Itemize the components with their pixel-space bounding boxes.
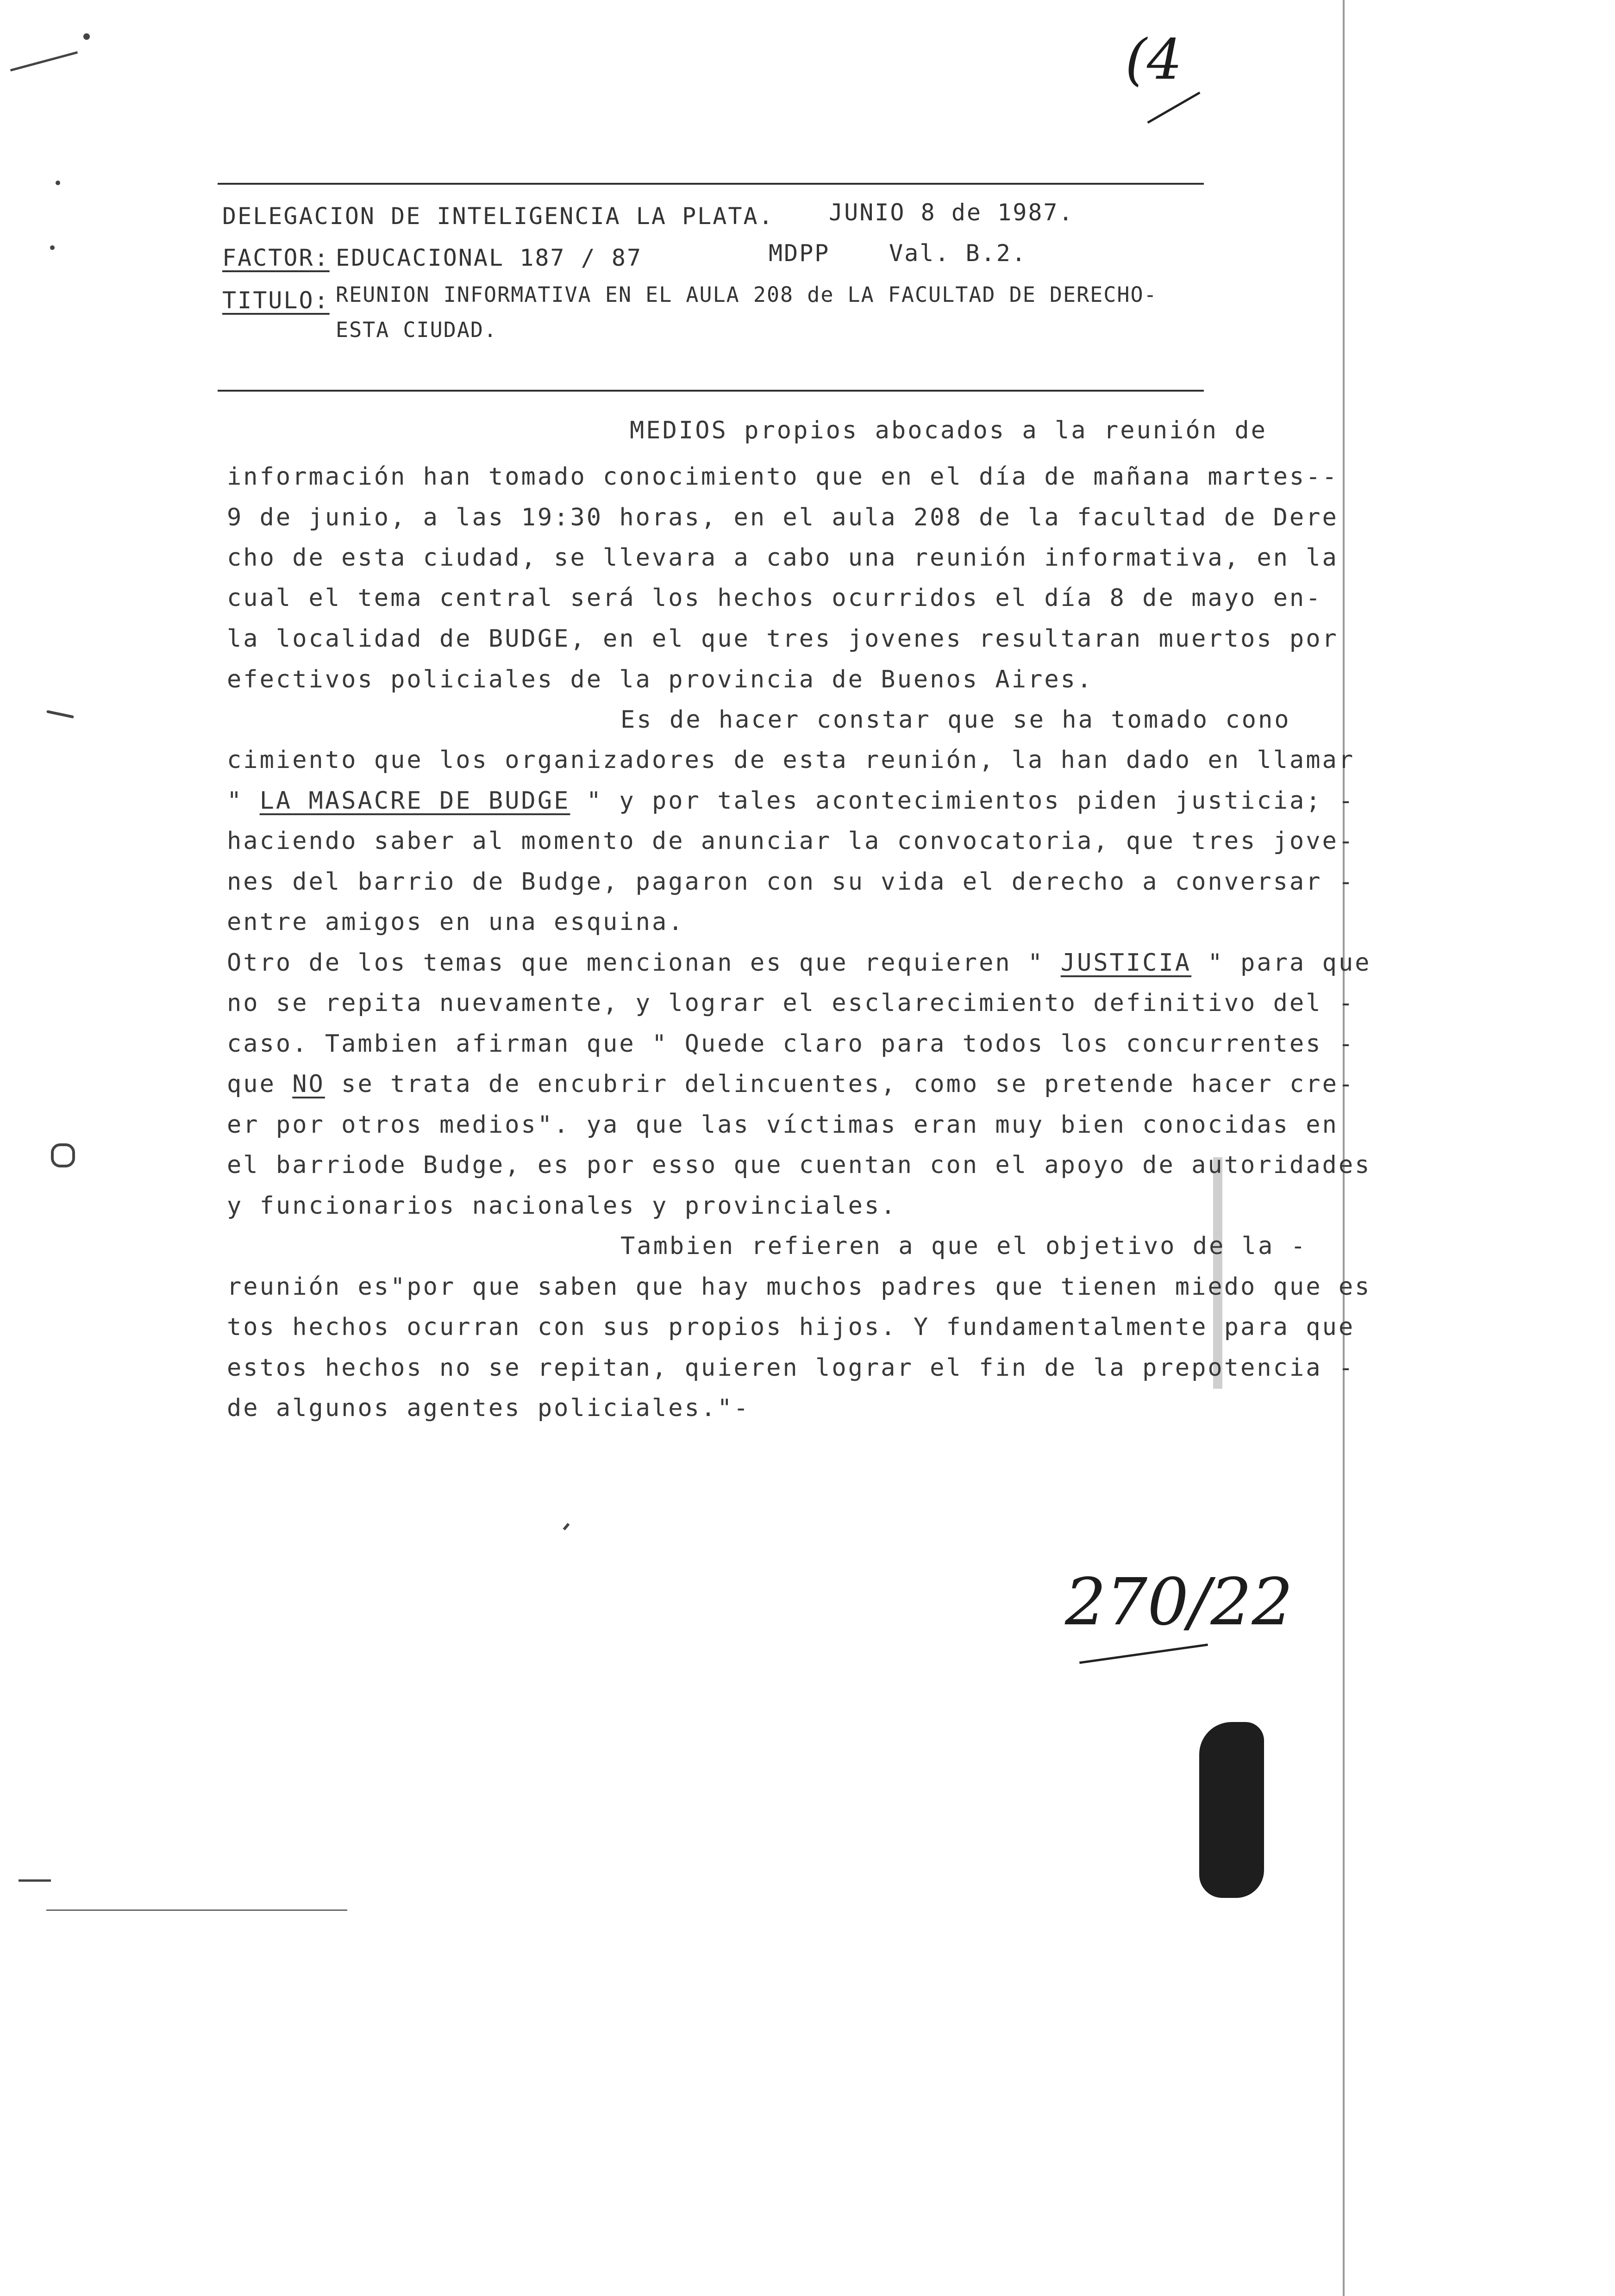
scan-mark bbox=[56, 181, 60, 185]
scan-mark bbox=[46, 710, 74, 718]
scan-mark bbox=[51, 1143, 75, 1167]
text-segment: " para que bbox=[1191, 949, 1371, 977]
body-line: er por otros medios". ya que las víctimas eran muy bien conocidas en bbox=[227, 1111, 1339, 1139]
scan-border bbox=[1343, 0, 1345, 2296]
body-line: nes del barrio de Budge, pagaron con su vida el derecho a conversar - bbox=[227, 868, 1355, 896]
body-line: cho de esta ciudad, se llevara a cabo una reunión informativa, en la bbox=[227, 544, 1339, 572]
mesa-code: MDPP bbox=[769, 240, 830, 267]
titulo-line-1: REUNION INFORMATIVA EN EL AULA 208 de LA FACULTAD DE DERECHO- bbox=[336, 282, 1158, 307]
body-line: MEDIOS propios abocados a la reunión de bbox=[630, 417, 1267, 444]
body-line: cimiento que los organizadores de esta reunión, la han dado en llamar bbox=[227, 746, 1355, 774]
body-line: la localidad de BUDGE, en el que tres jovenes resultaran muertos por bbox=[227, 625, 1339, 653]
body-line: caso. Tambien afirman que " Quede claro para todos los concurrentes - bbox=[227, 1030, 1355, 1058]
body-line: estos hechos no se repitan, quieren lograr el fin de la prepotencia - bbox=[227, 1354, 1355, 1382]
body-line: no se repita nuevamente, y lograr el esclarecimiento definitivo del - bbox=[227, 989, 1355, 1017]
body-line: y funcionarios nacionales y provinciales. bbox=[227, 1192, 897, 1220]
scan-smudge bbox=[1199, 1722, 1264, 1898]
body-line: información han tomado conocimiento que en el día de mañana martes-- bbox=[227, 463, 1339, 491]
handwritten-stroke bbox=[1147, 92, 1200, 124]
body-line: 9 de junio, a las 19:30 horas, en el aula 208 de la facultad de Dere bbox=[227, 504, 1339, 531]
quote-open: " bbox=[227, 787, 260, 815]
header-org: DELEGACION DE INTELIGENCIA LA PLATA. bbox=[222, 203, 774, 230]
body-line: el barriode Budge, es por esso que cuentan con el apoyo de autoridades bbox=[227, 1151, 1371, 1179]
text-segment: que bbox=[227, 1070, 293, 1098]
scan-mark bbox=[19, 1879, 51, 1882]
handwritten-underline bbox=[1079, 1644, 1208, 1664]
text-segment: se trata de encubrir delincuentes, como se pretende hacer cre- bbox=[325, 1070, 1355, 1098]
factor-label: FACTOR: bbox=[222, 244, 330, 271]
scan-mark bbox=[10, 51, 78, 72]
titulo-label: TITULO: bbox=[222, 287, 330, 314]
scan-speck bbox=[563, 1523, 570, 1530]
factor-value: EDUCACIONAL 187 / 87 bbox=[336, 244, 643, 271]
handwritten-folio-number: 270/22 bbox=[1065, 1565, 1293, 1640]
body-line: efectivos policiales de la provincia de Buenos Aires. bbox=[227, 666, 1094, 693]
header-date: JUNIO 8 de 1987. bbox=[829, 199, 1074, 226]
evaluation-code: Val. B.2. bbox=[889, 240, 1027, 267]
body-line-masacre bbox=[227, 787, 1355, 815]
body-line: entre amigos en una esquina. bbox=[227, 908, 685, 936]
body-line: cual el tema central será los hechos ocurridos el día 8 de mayo en- bbox=[227, 584, 1322, 612]
text-segment: Otro de los temas que mencionan es que requieren " bbox=[227, 949, 1061, 977]
body-line: Tambien refieren a que el objetivo de la - bbox=[620, 1232, 1307, 1260]
scan-mark bbox=[46, 1909, 347, 1911]
body-line: haciendo saber al momento de anunciar la convocatoria, que tres jove- bbox=[227, 827, 1355, 855]
body-line: Es de hacer constar que se ha tomado cono bbox=[620, 706, 1291, 734]
body-line: de algunos agentes policiales."- bbox=[227, 1394, 750, 1422]
body-line-justicia bbox=[227, 949, 1371, 977]
titulo-line-2: ESTA CIUDAD. bbox=[336, 318, 498, 342]
header-bottom-rule bbox=[218, 390, 1204, 392]
underlined-phrase: LA MASACRE DE BUDGE bbox=[259, 787, 570, 815]
scan-mark bbox=[50, 245, 55, 250]
scan-mark bbox=[83, 33, 90, 40]
header-top-rule bbox=[218, 183, 1204, 185]
body-line: reunión es"por que saben que hay muchos padres que tienen miedo que es bbox=[227, 1273, 1371, 1301]
quote-close: " y por tales acontecimientos piden justicia; - bbox=[570, 787, 1355, 815]
underlined-word: JUSTICIA bbox=[1060, 949, 1192, 977]
underlined-word: NO bbox=[292, 1070, 325, 1098]
body-line: tos hechos ocurran con sus propios hijos. Y fundamentalmente para que bbox=[227, 1313, 1355, 1341]
handwritten-page-mark: (4 bbox=[1125, 28, 1183, 92]
body-line-no bbox=[227, 1070, 1355, 1098]
